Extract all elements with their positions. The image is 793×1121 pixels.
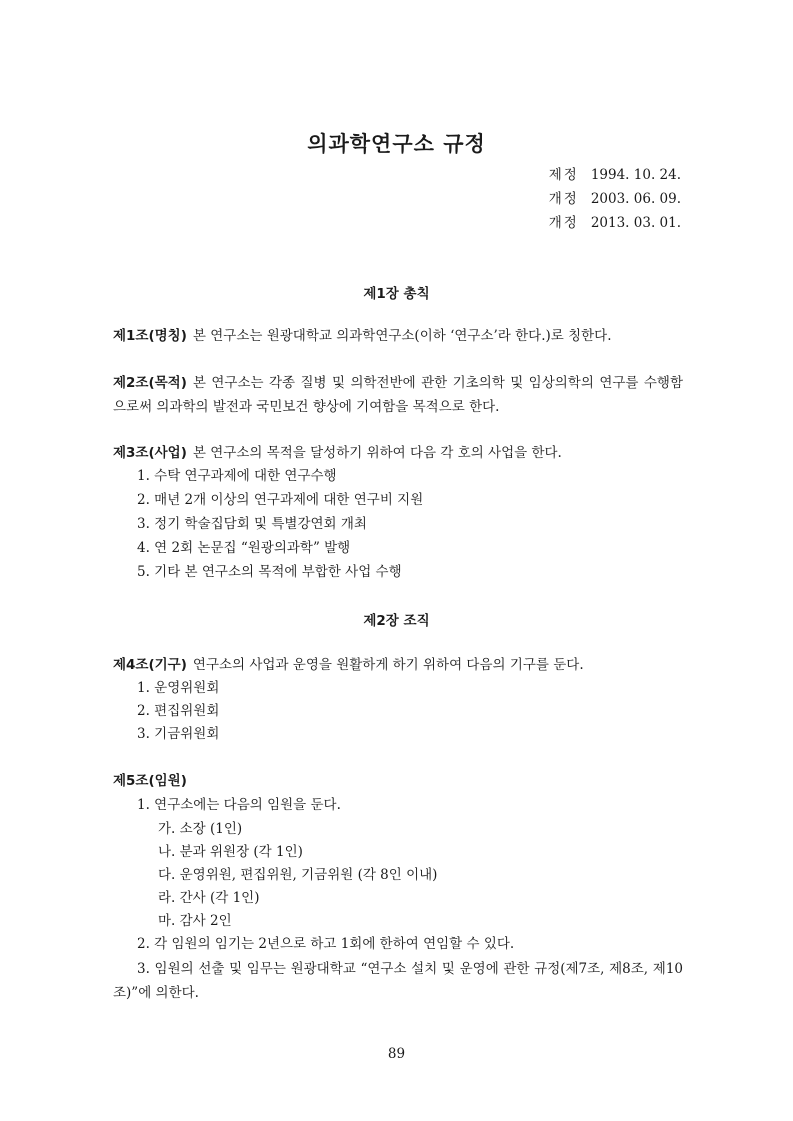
sub-item: 마. 감사 2인 [158,913,232,929]
list-item: 1. 연구소에는 다음의 임원을 둔다. [137,797,341,813]
list-item: 3. 기금위원회 [137,726,220,742]
sub-item: 라. 간사 (각 1인) [158,890,260,906]
article-3-head: 제3조(사업) [113,445,187,461]
sub-item: 가. 소장 (1인) [158,821,243,837]
list-item-wrapped: 3. 임원의 선출 및 임무는 원광대학교 “연구소 설치 및 운영에 관한 규정(제7조, 제8조, 제10조)”에 의한다. [113,961,683,1001]
revision-history [549,163,681,235]
article-3 [113,441,683,465]
article-3-text: 본 연구소의 목적을 달성하기 위하여 다음 각 호의 사업을 한다. [192,445,562,461]
list-item: 5. 기타 본 연구소의 목적에 부합한 사업 수행 [137,564,402,580]
article-1-head: 제1조(명칭) [113,328,187,344]
article-5 [113,769,683,793]
sub-item: 다. 운영위원, 편집위원, 기금위원 (각 8인 이내) [158,867,438,883]
article-4-head: 제4조(기구) [113,657,187,673]
chapter-2-heading: 제2장 조직 [363,613,430,629]
sub-item: 나. 분과 위원장 (각 1인) [158,844,303,860]
article-4 [113,653,683,677]
history-row [549,163,681,187]
list-item: 1. 수탁 연구과제에 대한 연구수행 [137,468,337,484]
list-item: 3. 정기 학술집담회 및 특별강연회 개최 [137,516,367,532]
article-1-text: 본 연구소는 원광대학교 의과학연구소(이하 ‘연구소’라 한다.)로 칭한다. [192,328,612,344]
article-2-text: 본 연구소는 각종 질병 및 의학전반에 관한 기초의학 및 임상의학의 연구를 수행함으로써 의과학의 발전과 국민보건 향상에 기여함을 목적으로 한다. [113,375,683,415]
list-item: 2. 각 임원의 임기는 2년으로 하고 1회에 한하여 연임할 수 있다. [137,936,515,952]
history-kind: 개정 [548,191,579,207]
history-kind: 개정 [548,215,579,231]
article-4-text: 연구소의 사업과 운영을 원활하게 하기 위하여 다음의 기구를 둔다. [192,657,584,673]
list-item: 1. 운영위원회 [137,680,220,696]
article-1 [113,324,683,348]
list-item: 2. 매년 2개 이상의 연구과제에 대한 연구비 지원 [137,492,424,508]
history-row [549,187,681,211]
list-item: 4. 연 2회 논문집 “원광의과학” 발행 [137,540,351,556]
regulation-title: 의과학연구소 규정 [307,132,486,156]
page-number: 89 [387,1046,406,1062]
article-5-head: 제5조(임원) [113,773,187,789]
history-row [549,211,681,235]
history-date: 2013. 03. 01. [590,215,681,231]
article-2 [113,371,683,419]
history-kind: 제정 [548,167,579,183]
list-item: 2. 편집위원회 [137,703,220,719]
chapter-1-heading: 제1장 총칙 [363,286,430,302]
history-date: 1994. 10. 24. [590,167,681,183]
article-2-head: 제2조(목적) [113,375,187,391]
history-date: 2003. 06. 09. [590,191,681,207]
